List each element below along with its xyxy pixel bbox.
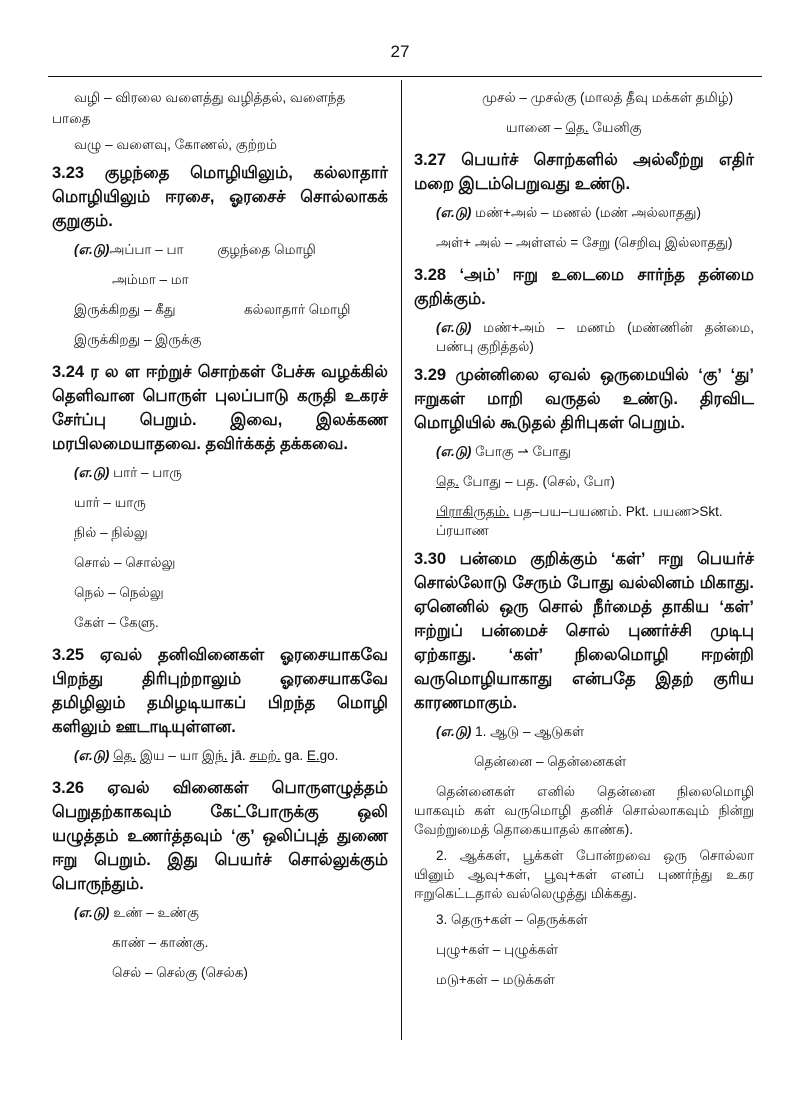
example-row: இருக்கிறது – இருக்கு bbox=[74, 332, 202, 347]
example-row bbox=[414, 203, 754, 222]
example-text: இருக்கிறது – கீது bbox=[74, 302, 176, 317]
example-note: குழந்தை மொழி bbox=[217, 242, 316, 257]
example-text: மண்+அல் – மணல் (மண் அல்லாதது) bbox=[475, 205, 701, 220]
paragraph: தென்னைகள் எனில் தென்னை நிலைமொழி யாகவும் கள் வருமொழி தனிச் சொல்லாகவும் நின்று வேற்றுமைத் தொகையாதல் காண்க). bbox=[414, 784, 754, 837]
section-3-26: 3.26 ஏவல் வினைகள் பொருளழுத்தம் பெறுதற்காகவும் கேட்போருக்கு ஒலி யழுத்தம் உணர்த்தவும் ‘கு’ ஒலிப்புத் துணை ஈறு பெறும். இது பெயர்ச் சொல்லுக்கும் பொருந்தும். bbox=[52, 779, 388, 893]
example-row bbox=[52, 240, 388, 259]
example-text: பார் – பாரு bbox=[113, 465, 182, 480]
example-text: உண் – உண்கு bbox=[113, 905, 199, 920]
text-line bbox=[414, 118, 754, 137]
example-row: 3. தெரு+கள் – தெருக்கள் bbox=[436, 912, 588, 927]
section-3-30: 3.30 பன்மை குறிக்கும் ‘கள்’ ஈறு பெயர்ச் சொல்லோடு சேரும் போது வல்லினம் மிகாது. ஏனெனில் ஒரு சொல் நீர்மைத் தாகிய ‘கள்’ ஈற்றுப் பன்மைச் சொல் புணர்ச்சி முடிபு ஏற்காது. ‘கள்’ நிலைமொழி ஈறன்றி வருமொழியாகாது என்பதே இதற் குரிய காரணமாகும். bbox=[414, 550, 754, 712]
example-row: புழு+கள் – புழுக்கள் bbox=[436, 942, 559, 957]
left-column bbox=[52, 88, 388, 993]
example-row: சொல் – சொல்லு bbox=[74, 555, 176, 570]
section-3-27: 3.27 பெயர்ச் சொற்களில் அல்லீற்று எதிர் மறை இடம்பெறுவது உண்டு. bbox=[414, 151, 754, 193]
abbr-english: E. bbox=[306, 748, 320, 763]
example-row: நெல் – நெல்லு bbox=[74, 585, 164, 600]
example-row bbox=[52, 463, 388, 482]
example-row bbox=[414, 722, 754, 741]
section-3-25: 3.25 ஏவல் தனிவினைகள் ஓரசையாகவே பிறந்து திரிபுற்றாலும் ஓரசையாகவே தமிழிலும் தமிழடியாகப் பிறந்த மொழி களிலும் ஊடாடியுள்ளன. bbox=[52, 646, 388, 736]
example-text: யேனிகு bbox=[588, 120, 642, 135]
text-line: வழி – விரலை வளைத்து வழித்தல், வளைந்த bbox=[74, 90, 346, 105]
text-line: முசல் – முசல்கு (மாலத் தீவு மக்கள் தமிழ்) bbox=[482, 90, 734, 105]
example-row bbox=[52, 300, 388, 319]
example-row bbox=[52, 903, 388, 922]
example-text: போது – பத. (செல், போ) bbox=[459, 474, 615, 489]
example-label: (எ.டு) bbox=[436, 724, 472, 739]
example-text: 1. ஆடு – ஆடுகள் bbox=[475, 724, 585, 739]
abbr-sanskrit: சமற். bbox=[249, 748, 281, 763]
example-note: கல்லாதார் மொழி bbox=[244, 302, 351, 317]
abbr-telugu: தெ. bbox=[113, 748, 137, 763]
example-row bbox=[414, 318, 754, 356]
example-row bbox=[414, 472, 754, 491]
example-row: செல் – செல்கு (செல்க) bbox=[112, 965, 248, 980]
example-text: யானை – bbox=[506, 120, 566, 135]
abbr-telugu: தெ. bbox=[565, 120, 589, 135]
example-text: go. bbox=[319, 748, 339, 763]
text-line: பாதை bbox=[52, 111, 91, 126]
example-label: (எ.டு) bbox=[74, 905, 110, 920]
example-label: (எ.டு) bbox=[436, 444, 472, 459]
example-row: காண் – காண்கு. bbox=[112, 935, 209, 950]
example-row: நில் – நில்லு bbox=[74, 525, 148, 540]
section-3-28: 3.28 ‘அம்’ ஈறு உடைமை சார்ந்த தன்மை குறிக்கும். bbox=[414, 266, 754, 308]
example-label: (எ.டு) bbox=[74, 242, 110, 257]
example-label: (எ.டு) bbox=[74, 465, 110, 480]
example-label: (எ.டு) bbox=[74, 748, 110, 763]
abbr-hindi: இந். bbox=[202, 748, 228, 763]
example-row: கேள் – கேளு. bbox=[74, 615, 159, 630]
example-text: ga. bbox=[280, 748, 307, 763]
example-text: போகு ⇀ போது bbox=[475, 444, 571, 459]
section-3-29: 3.29 முன்னிலை ஏவல் ஒருமையில் ‘கு’ ‘து’ ஈறுகள் மாறி வருதல் உண்டு. திரவிட மொழியில் கூடுதல் திரிபுகள் பெறும். bbox=[414, 366, 754, 432]
section-3-24: 3.24 ர ல ள ஈற்றுச் சொற்கள் பேச்சு வழக்கில் தெளிவான பொருள் புலப்பாடு கருதி உகரச் சேர்ப்பு பெறும். இவை, இலக்கண மரபிலமையாதவை. தவிர்க்கத் தக்கவை. bbox=[52, 363, 388, 453]
example-row: மடு+கள் – மடுக்கள் bbox=[436, 972, 555, 987]
example-row: தென்னை – தென்னைகள் bbox=[474, 754, 627, 769]
column-divider bbox=[401, 80, 402, 1040]
abbr-telugu: தெ. bbox=[436, 474, 460, 489]
example-label: (எ.டு) bbox=[436, 320, 472, 335]
section-3-23: 3.23 குழந்தை மொழியிலும், கல்லாதார் மொழியிலும் ஈரசை, ஓரசைச் சொல்லாகக் குறுகும். bbox=[52, 164, 388, 230]
page-number: 27 bbox=[390, 42, 410, 61]
example-row: அள்+ அல் – அள்ளல் = சேறு (செறிவு இல்லாதது) bbox=[436, 235, 733, 250]
example-row bbox=[52, 746, 388, 765]
right-column bbox=[414, 88, 754, 1000]
example-row: அம்மா – மா bbox=[112, 272, 189, 287]
example-text: அப்பா – பா bbox=[109, 242, 184, 257]
paragraph: 2. ஆக்கள், பூக்கள் போன்றவை ஒரு சொல்லா யினும் ஆவு+கள், பூவு+கள் எனப் புணர்ந்து உகர ஈறுகெட்டதால் வல்லெழுத்து மிக்கது. bbox=[414, 848, 754, 901]
header-rule bbox=[48, 76, 762, 77]
example-text: இய – யா bbox=[136, 748, 203, 763]
text-line: வழு – வளைவு, கோணல், குற்றம் bbox=[74, 137, 277, 152]
example-text: பத–பய–பயணம். Pkt. பயண>Skt. ப்ரயாண bbox=[436, 504, 723, 538]
example-text: jā. bbox=[227, 748, 250, 763]
example-row bbox=[414, 442, 754, 461]
example-label: (எ.டு) bbox=[436, 205, 472, 220]
example-text: மண்+அம் – மணம் (மண்ணின் தன்மை, பண்பு குறித்தல்) bbox=[436, 320, 754, 354]
abbr-prakrit: பிராகிருதம். bbox=[436, 504, 510, 519]
example-row: யார் – யாரு bbox=[74, 495, 146, 510]
example-row bbox=[414, 502, 754, 540]
